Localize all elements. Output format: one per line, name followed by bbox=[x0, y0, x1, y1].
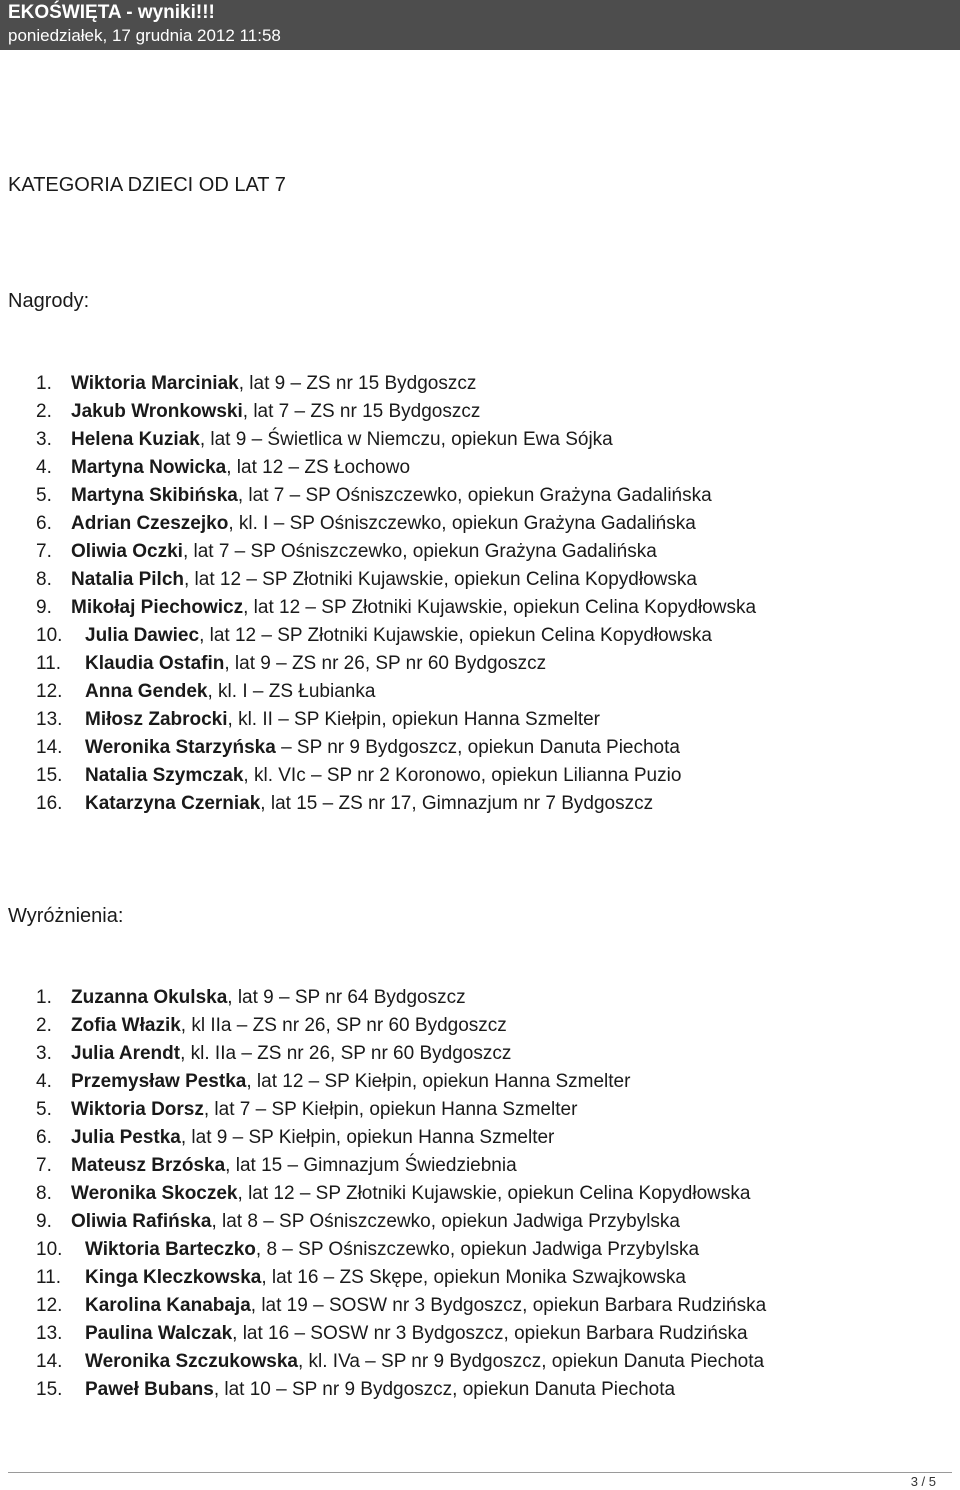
list-item bbox=[36, 1208, 766, 1236]
list-item-number: 4. bbox=[36, 1071, 52, 1092]
list-item-number: 1. bbox=[36, 373, 52, 394]
list-item-name: Mateusz Brzóska bbox=[71, 1155, 226, 1176]
distinctions-list bbox=[36, 984, 766, 1404]
list-item-details: , lat 9 – SP nr 64 Bydgoszcz bbox=[227, 987, 466, 1008]
list-item bbox=[36, 1096, 766, 1124]
list-item bbox=[36, 398, 756, 426]
list-item-name: Wiktoria Dorsz bbox=[71, 1099, 204, 1120]
list-item-name: Weronika Skoczek bbox=[71, 1183, 238, 1204]
distinctions-heading: Wyróżnienia: bbox=[8, 905, 124, 927]
list-item-name: Zofia Włazik bbox=[71, 1015, 181, 1036]
list-item-details: , lat 16 – ZS Skępe, opiekun Monika Szwajkowska bbox=[261, 1267, 686, 1288]
list-item-name: Wiktoria Barteczko bbox=[85, 1239, 256, 1260]
list-item bbox=[36, 1264, 766, 1292]
list-item-details: , kl. IVa – SP nr 9 Bydgoszcz, opiekun Danuta Piechota bbox=[297, 1351, 765, 1372]
document-date: poniedziałek, 17 grudnia 2012 11:58 bbox=[8, 26, 281, 45]
list-item bbox=[36, 482, 756, 510]
list-item-details: – SP nr 9 Bydgoszcz, opiekun Danuta Piechota bbox=[275, 737, 680, 758]
document-title: EKOŚWIĘTA - wyniki!!! bbox=[8, 2, 215, 23]
list-item-details: , lat 15 – Gimnazjum Świedziebnia bbox=[225, 1155, 517, 1176]
list-item-details: , lat 15 – ZS nr 17, Gimnazjum nr 7 Bydgoszcz bbox=[260, 793, 654, 814]
list-item-details: , lat 12 – SP Kiełpin, opiekun Hanna Szmelter bbox=[246, 1071, 631, 1092]
list-item-number: 3. bbox=[36, 429, 52, 450]
list-item-number: 12. bbox=[36, 681, 63, 702]
list-item-details: , lat 8 – SP Ośniszczewko, opiekun Jadwiga Przybylska bbox=[211, 1211, 680, 1232]
list-item-details: , kl. II – SP Kiełpin, opiekun Hanna Szmelter bbox=[227, 709, 600, 730]
list-item bbox=[36, 706, 756, 734]
list-item-name: Paulina Walczak bbox=[85, 1323, 233, 1344]
list-item-name: Weronika Starzyńska bbox=[85, 737, 276, 758]
list-item-details: , lat 12 – ZS Łochowo bbox=[226, 457, 411, 478]
list-item-details: , lat 9 – ZS nr 26, SP nr 60 Bydgoszcz bbox=[224, 653, 547, 674]
list-item bbox=[36, 1292, 766, 1320]
list-item-name: Helena Kuziak bbox=[71, 429, 200, 450]
list-item-name: Wiktoria Marciniak bbox=[71, 373, 239, 394]
list-item-name: Kinga Kleczkowska bbox=[85, 1267, 262, 1288]
list-item-name: Miłosz Zabrocki bbox=[85, 709, 228, 730]
list-item-number: 5. bbox=[36, 1099, 52, 1120]
list-item-number: 10. bbox=[36, 625, 63, 646]
list-item-name: Adrian Czeszejko bbox=[71, 513, 229, 534]
list-item-number: 5. bbox=[36, 485, 52, 506]
list-item-name: Karolina Kanabaja bbox=[85, 1295, 251, 1316]
document-header bbox=[0, 0, 960, 50]
list-item-number: 13. bbox=[36, 1323, 63, 1344]
list-item-number: 9. bbox=[36, 597, 52, 618]
list-item-name: Zuzanna Okulska bbox=[71, 987, 228, 1008]
list-item-details: , kl. I – ZS Łubianka bbox=[207, 681, 376, 702]
list-item bbox=[36, 370, 756, 398]
list-item-details: , lat 9 – ZS nr 15 Bydgoszcz bbox=[238, 373, 477, 394]
list-item bbox=[36, 426, 756, 454]
list-item-number: 10. bbox=[36, 1239, 63, 1260]
list-item-name: Martyna Skibińska bbox=[71, 485, 238, 506]
list-item-details: , lat 7 – SP Ośniszczewko, opiekun Grażyna Gadalińska bbox=[237, 485, 712, 506]
list-item-details: , lat 7 – SP Ośniszczewko, opiekun Grażyna Gadalińska bbox=[182, 541, 657, 562]
list-item bbox=[36, 1376, 766, 1404]
list-item-number: 14. bbox=[36, 737, 63, 758]
list-item-number: 11. bbox=[36, 653, 62, 674]
list-item-number: 8. bbox=[36, 1183, 52, 1204]
list-item-details: , kl. I – SP Ośniszczewko, opiekun Grażyna Gadalińska bbox=[228, 513, 696, 534]
list-item bbox=[36, 734, 756, 762]
list-item bbox=[36, 454, 756, 482]
list-item-name: Weronika Szczukowska bbox=[85, 1351, 298, 1372]
list-item bbox=[36, 510, 756, 538]
list-item-name: Julia Pestka bbox=[71, 1127, 181, 1148]
list-item-name: Oliwia Oczki bbox=[71, 541, 183, 562]
list-item-name: Jakub Wronkowski bbox=[71, 401, 243, 422]
list-item-details: , lat 16 – SOSW nr 3 Bydgoszcz, opiekun Barbara Rudzińska bbox=[232, 1323, 748, 1344]
list-item bbox=[36, 1012, 766, 1040]
list-item-number: 2. bbox=[36, 1015, 52, 1036]
list-item bbox=[36, 984, 766, 1012]
list-item bbox=[36, 1040, 766, 1068]
category-heading: KATEGORIA DZIECI OD LAT 7 bbox=[8, 174, 286, 196]
list-item-details: , kl. VIc – SP nr 2 Koronowo, opiekun Lilianna Puzio bbox=[243, 765, 682, 786]
list-item-number: 6. bbox=[36, 513, 52, 534]
list-item-number: 14. bbox=[36, 1351, 63, 1372]
list-item-number: 11. bbox=[36, 1267, 62, 1288]
list-item-details: , lat 12 – SP Złotniki Kujawskie, opiekun Celina Kopydłowska bbox=[184, 569, 697, 590]
list-item-number: 2. bbox=[36, 401, 52, 422]
list-item-number: 9. bbox=[36, 1211, 52, 1232]
list-item-number: 12. bbox=[36, 1295, 63, 1316]
list-item bbox=[36, 1180, 766, 1208]
list-item bbox=[36, 790, 756, 818]
list-item-details: , lat 12 – SP Złotniki Kujawskie, opiekun Celina Kopydłowska bbox=[237, 1183, 751, 1204]
list-item-name: Natalia Pilch bbox=[71, 569, 184, 590]
list-item-name: Natalia Szymczak bbox=[85, 765, 244, 786]
list-item-details: , lat 19 – SOSW nr 3 Bydgoszcz, opiekun Barbara Rudzińska bbox=[250, 1295, 767, 1316]
list-item bbox=[36, 594, 756, 622]
list-item-name: Paweł Bubans bbox=[85, 1379, 214, 1400]
list-item bbox=[36, 566, 756, 594]
list-item-details: , kl IIa – ZS nr 26, SP nr 60 Bydgoszcz bbox=[180, 1015, 507, 1036]
list-item-number: 6. bbox=[36, 1127, 52, 1148]
list-item-details: , 8 – SP Ośniszczewko, opiekun Jadwiga Przybylska bbox=[255, 1239, 700, 1260]
awards-list bbox=[36, 370, 756, 818]
awards-heading: Nagrody: bbox=[8, 290, 90, 312]
list-item-details: , lat 12 – SP Złotniki Kujawskie, opiekun Celina Kopydłowska bbox=[199, 625, 712, 646]
list-item-name: Mikołaj Piechowicz bbox=[71, 597, 244, 618]
list-item-details: , lat 7 – SP Kiełpin, opiekun Hanna Szmelter bbox=[203, 1099, 578, 1120]
footer-divider bbox=[8, 1472, 952, 1473]
list-item-details: , lat 7 – ZS nr 15 Bydgoszcz bbox=[242, 401, 481, 422]
list-item-name: Klaudia Ostafin bbox=[85, 653, 225, 674]
list-item-number: 13. bbox=[36, 709, 63, 730]
list-item bbox=[36, 1124, 766, 1152]
list-item-number: 15. bbox=[36, 1379, 63, 1400]
list-item bbox=[36, 1152, 766, 1180]
list-item-name: Przemysław Pestka bbox=[71, 1071, 247, 1092]
list-item bbox=[36, 762, 756, 790]
list-item-number: 7. bbox=[36, 1155, 52, 1176]
list-item-name: Katarzyna Czerniak bbox=[85, 793, 261, 814]
list-item-details: , lat 12 – SP Złotniki Kujawskie, opiekun Celina Kopydłowska bbox=[243, 597, 757, 618]
list-item-number: 3. bbox=[36, 1043, 52, 1064]
list-item-number: 1. bbox=[36, 987, 52, 1008]
list-item-number: 15. bbox=[36, 765, 63, 786]
list-item-name: Anna Gendek bbox=[85, 681, 208, 702]
list-item-details: , lat 10 – SP nr 9 Bydgoszcz, opiekun Danuta Piechota bbox=[213, 1379, 676, 1400]
list-item bbox=[36, 1348, 766, 1376]
page-number: 3 / 5 bbox=[910, 1474, 936, 1489]
list-item-details: , lat 9 – SP Kiełpin, opiekun Hanna Szmelter bbox=[180, 1127, 555, 1148]
list-item-details: , kl. IIa – ZS nr 26, SP nr 60 Bydgoszcz bbox=[180, 1043, 512, 1064]
list-item bbox=[36, 538, 756, 566]
list-item-name: Oliwia Rafińska bbox=[71, 1211, 212, 1232]
list-item-number: 8. bbox=[36, 569, 52, 590]
list-item bbox=[36, 1068, 766, 1096]
list-item bbox=[36, 678, 756, 706]
list-item-name: Julia Arendt bbox=[71, 1043, 181, 1064]
list-item-number: 7. bbox=[36, 541, 52, 562]
list-item bbox=[36, 622, 756, 650]
list-item-details: , lat 9 – Świetlica w Niemczu, opiekun Ewa Sójka bbox=[199, 429, 613, 450]
list-item bbox=[36, 650, 756, 678]
list-item bbox=[36, 1236, 766, 1264]
list-item bbox=[36, 1320, 766, 1348]
list-item-number: 4. bbox=[36, 457, 52, 478]
list-item-name: Martyna Nowicka bbox=[71, 457, 227, 478]
list-item-name: Julia Dawiec bbox=[85, 625, 200, 646]
list-item-number: 16. bbox=[36, 793, 63, 814]
